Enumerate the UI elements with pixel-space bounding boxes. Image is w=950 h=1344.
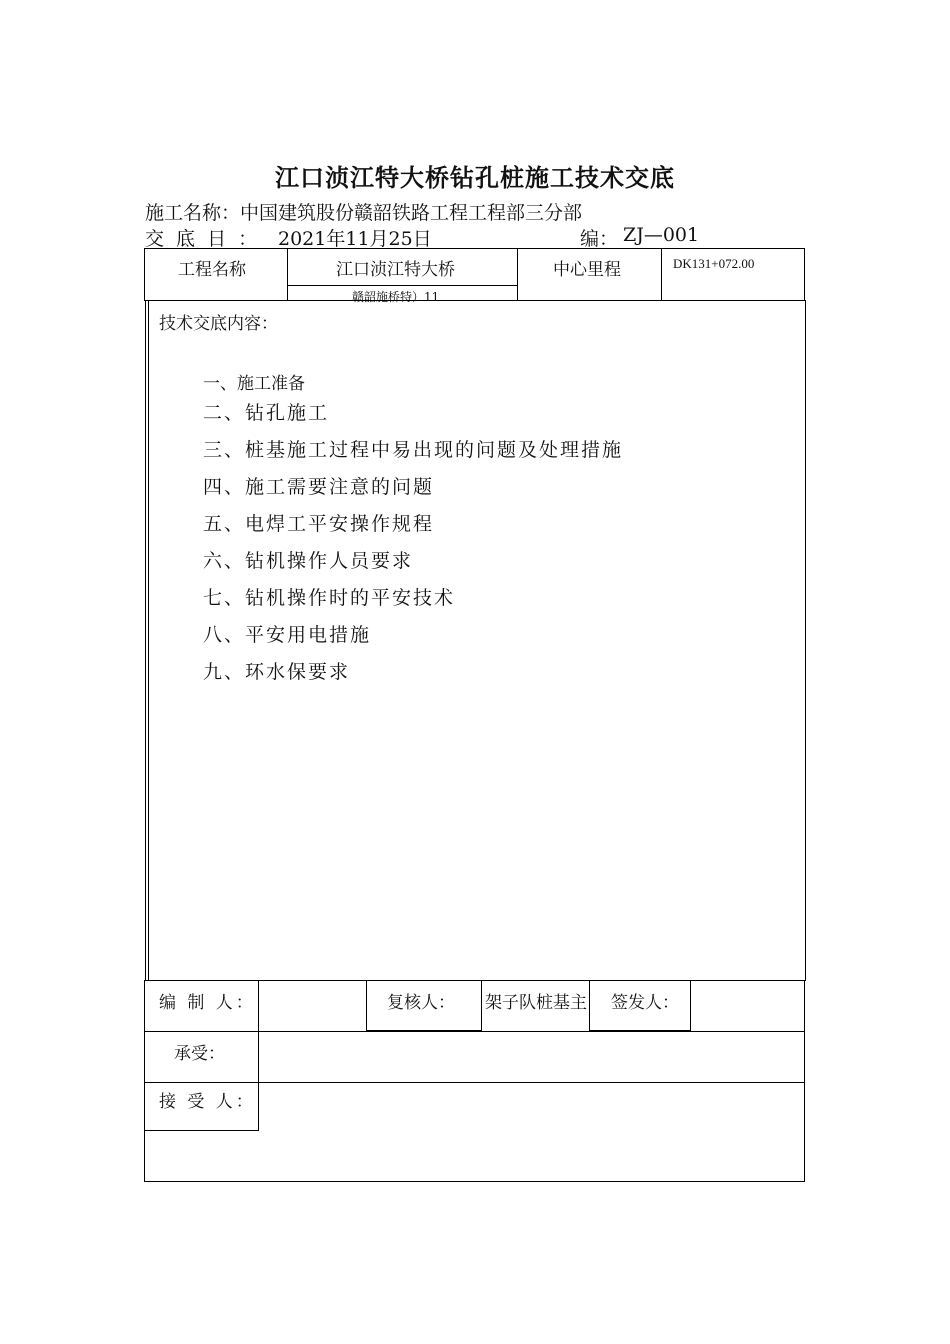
prepared-by-label: 编 制 人： xyxy=(159,993,256,1013)
issuer-label: 签发人： xyxy=(611,993,679,1013)
reviewer-value: 架子队桩基主 xyxy=(485,993,587,1013)
toc-item: 一、施工准备 xyxy=(203,374,305,394)
toc-item: 四、施工需要注意的问题 xyxy=(203,476,435,498)
toc-item: 二、钻孔施工 xyxy=(203,402,330,424)
row-divider xyxy=(259,1031,805,1032)
content-inner-border xyxy=(148,300,149,981)
sub-divider xyxy=(287,285,518,286)
date-value: 2021年11月25日 xyxy=(278,228,432,250)
recipient-label: 承受： xyxy=(174,1044,225,1064)
project-name-label: 工程名称 xyxy=(178,260,246,280)
document-title: 江口浈江特大桥钻孔桩施工技术交底 xyxy=(275,163,675,192)
code-value: ZJ—001 xyxy=(623,224,700,246)
date-label: 交 底 日 ： xyxy=(145,228,261,250)
cell-divider xyxy=(661,248,662,301)
construction-name-line: 施工名称：中国建筑股份赣韶铁路工程工程部三分部 xyxy=(145,202,583,224)
toc-item: 五、电焊工平安操作规程 xyxy=(203,513,435,535)
row-divider xyxy=(259,1082,805,1083)
toc-item: 六、钻机操作人员要求 xyxy=(203,550,414,572)
center-mileage-label: 中心里程 xyxy=(553,260,621,280)
toc-item: 八、平安用电措施 xyxy=(203,624,372,646)
reviewer-label: 复核人： xyxy=(387,993,455,1013)
project-sub-value: 赣韶施桥特）11 xyxy=(352,290,440,304)
receiver-label: 接 受 人： xyxy=(159,1092,256,1112)
toc-item: 九、环水保要求 xyxy=(203,661,351,683)
code-label: 编： xyxy=(580,228,619,250)
center-mileage-value: DK131+072.00 xyxy=(673,256,755,271)
project-name-value: 江口浈江特大桥 xyxy=(336,260,455,280)
content-label: 技术交底内容： xyxy=(159,314,278,334)
toc-item: 三、桩基施工过程中易出现的问题及处理措施 xyxy=(203,439,624,461)
toc-item: 七、钻机操作时的平安技术 xyxy=(203,587,456,609)
